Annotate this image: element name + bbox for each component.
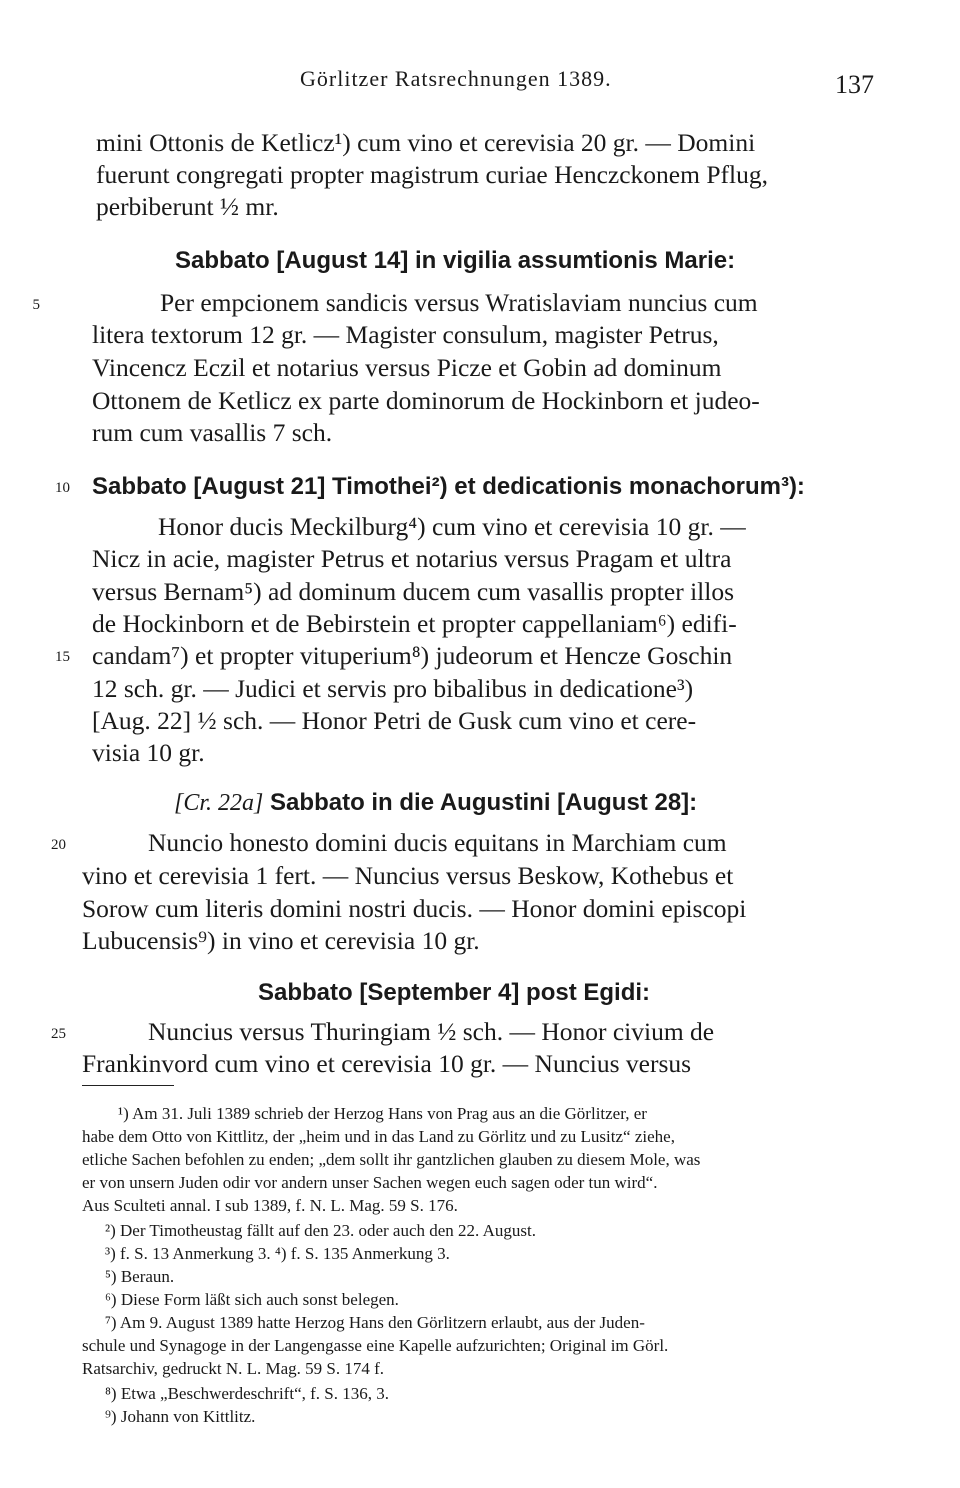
text-line: Nicz in acie, magister Petrus et notarius versus Pragam et ultra bbox=[92, 544, 732, 573]
section-heading bbox=[92, 472, 805, 502]
footnote-line: ⁵) Beraun. bbox=[105, 1267, 175, 1286]
footnote-line: er von unsern Juden odir vor andern unser Sachen wegen euch sagen oder tun wird“. bbox=[82, 1173, 658, 1192]
footnote-line: Aus Sculteti annal. I sub 1389, f. N. L. Mag. 59 S. 176. bbox=[82, 1196, 458, 1215]
text-line: Honor ducis Meckilburg⁴) cum vino et cerevisia 10 gr. — bbox=[158, 512, 746, 541]
footnote-separator bbox=[82, 1085, 174, 1086]
heading-text: Sabbato [September 4] post Egidi: bbox=[258, 979, 651, 1006]
page-number: 137 bbox=[835, 70, 874, 99]
text-line: Sorow cum literis domini nostri ducis. — Honor domini episcopi bbox=[82, 894, 747, 923]
text-line: vino et cerevisia 1 fert. — Nuncius versus Beskow, Kothebus et bbox=[82, 861, 734, 890]
heading-text: Sabbato [August 14] in vigilia assumtionis Marie: bbox=[175, 247, 736, 274]
text-line: Nuncio honesto domini ducis equitans in Marchiam cum bbox=[148, 828, 727, 857]
footnote-line: ³) f. S. 13 Anmerkung 3. ⁴) f. S. 135 Anmerkung 3. bbox=[105, 1244, 450, 1263]
footnote-line: ⁹) Johann von Kittlitz. bbox=[105, 1407, 256, 1426]
footnote-line: etliche Sachen befohlen zu enden; „dem sollt ihr gantzlichen glauben zu diesem Mole, was bbox=[82, 1150, 701, 1169]
text-line: versus Bernam⁵) ad dominum ducem cum vasallis propter illos bbox=[92, 577, 735, 606]
text-line: visia 10 gr. bbox=[92, 738, 205, 767]
text-line: candam⁷) et propter vituperium⁸) judeorum et Hencze Goschin bbox=[92, 641, 733, 670]
text-line: de Hockinborn et de Bebirstein et propter cappellaniam⁶) edifi- bbox=[92, 609, 737, 638]
section-heading bbox=[174, 788, 697, 818]
footnote-line: ⁷) Am 9. August 1389 hatte Herzog Hans den Görlitzern erlaubt, aus der Juden- bbox=[105, 1313, 645, 1332]
text-line: Lubucensis⁹) in vino et cerevisia 10 gr. bbox=[82, 926, 480, 955]
text-line: rum cum vasallis 7 sch. bbox=[92, 418, 333, 447]
heading-text: Sabbato in die Augustini [August 28]: bbox=[270, 789, 698, 816]
line-number: 25 bbox=[51, 1026, 66, 1042]
footnote-line: ⁶) Diese Form läßt sich auch sonst belegen. bbox=[105, 1290, 399, 1309]
text-line: mini Ottonis de Ketlicz¹) cum vino et cerevisia 20 gr. — Domini bbox=[96, 128, 756, 157]
text-line: fuerunt congregati propter magistrum curiae Henczckonem Pflug, bbox=[96, 160, 768, 189]
footnote-line: habe dem Otto von Kittlitz, der „heim und in das Land zu Görlitz und zu Lusitz“ ziehe, bbox=[82, 1127, 675, 1146]
line-number: 15 bbox=[55, 649, 70, 665]
text-line: litera textorum 12 gr. — Magister consulum, magister Petrus, bbox=[92, 320, 719, 349]
heading-prefix: [Cr. 22a] bbox=[174, 790, 264, 816]
footnote-line: schule und Synagoge in der Langengasse eine Kapelle aufzurichten; Original im Görl. bbox=[82, 1336, 669, 1355]
running-head: Görlitzer Ratsrechnungen 1389. bbox=[300, 66, 612, 91]
text-line: Ottonem de Ketlicz ex parte dominorum de Hockinborn et judeo- bbox=[92, 386, 760, 415]
footnote-line: Ratsarchiv, gedruckt N. L. Mag. 59 S. 174 f. bbox=[82, 1359, 385, 1378]
line-number: 10 bbox=[55, 480, 70, 496]
line-number: 5 bbox=[32, 297, 40, 313]
section-heading bbox=[258, 978, 650, 1008]
footnote-line: ⁸) Etwa „Beschwerdeschrift“, f. S. 136, 3. bbox=[105, 1384, 389, 1403]
footnote-line: ¹) Am 31. Juli 1389 schrieb der Herzog Hans von Prag aus an die Görlitzer, er bbox=[118, 1104, 647, 1123]
footnote-line: ²) Der Timotheustag fällt auf den 23. oder auch den 22. August. bbox=[105, 1221, 536, 1240]
text-line: Nuncius versus Thuringiam ½ sch. — Honor civium de bbox=[148, 1017, 715, 1046]
text-line: Vincencz Eczil et notarius versus Picze et Gobin ad dominum bbox=[92, 353, 722, 382]
section-heading bbox=[175, 246, 735, 276]
text-line: [Aug. 22] ½ sch. — Honor Petri de Gusk cum vino et cere- bbox=[92, 706, 697, 735]
text-line: perbiberunt ½ mr. bbox=[96, 192, 279, 221]
text-line: Per empcionem sandicis versus Wratislaviam nuncius cum bbox=[160, 288, 758, 317]
text-line: Frankinvord cum vino et cerevisia 10 gr. — Nuncius versus bbox=[82, 1049, 692, 1078]
page-header bbox=[0, 66, 960, 106]
heading-text: Sabbato [August 21] Timothei²) et dedicationis monachorum³): bbox=[92, 473, 805, 500]
line-number: 20 bbox=[51, 837, 66, 853]
text-line: 12 sch. gr. — Judici et servis pro bibalibus in dedicatione³) bbox=[92, 674, 694, 703]
